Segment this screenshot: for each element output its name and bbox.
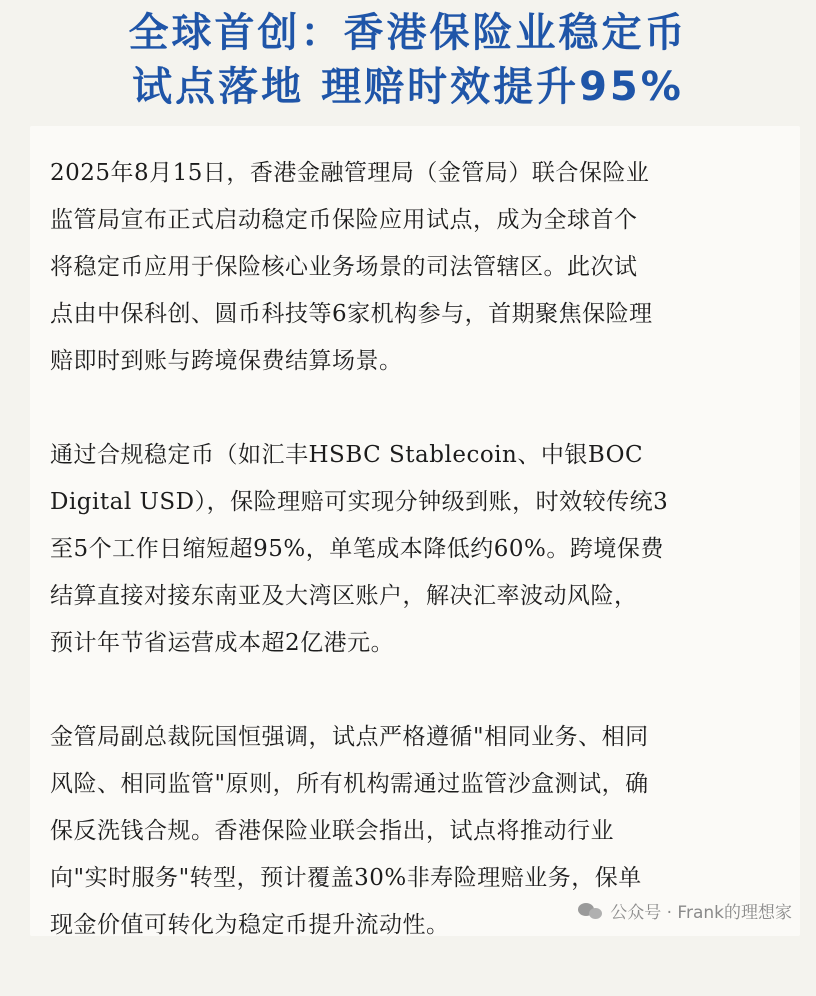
- paragraph-line: 保反洗钱合规。香港保险业联会指出，试点将推动行业: [50, 818, 614, 844]
- paragraph-line: 结算直接对接东南亚及大湾区账户，解决汇率波动风险，: [50, 583, 638, 609]
- paragraph-line: 现金价值可转化为稳定币提升流动性。: [50, 912, 450, 938]
- paragraph-line: 将稳定币应用于保险核心业务场景的司法管辖区。此次试: [50, 254, 638, 280]
- paragraph-line: 预计年节省运营成本超2亿港元。: [50, 630, 395, 656]
- paragraph-line: 监管局宣布正式启动稳定币保险应用试点，成为全球首个: [50, 207, 638, 233]
- paragraph-line: Digital USD），保险理赔可实现分钟级到账，时效较传统3: [50, 489, 669, 515]
- paragraph-2: [50, 432, 770, 667]
- source-watermark: [578, 898, 792, 923]
- paragraph-line: 至5个工作日缩短超95%，单笔成本降低约60%。跨境保费: [50, 536, 664, 562]
- paragraph-line: 通过合规稳定币（如汇丰HSBC Stablecoin、中银BOC: [50, 442, 644, 468]
- paragraph-line: 赔即时到账与跨境保费结算场景。: [50, 348, 403, 374]
- title-line-2: 试点落地 理赔时效提升95%: [132, 64, 684, 110]
- title-line-1: 全球首创：香港保险业稳定币: [128, 10, 688, 56]
- paragraph-line: 向"实时服务"转型，预计覆盖30%非寿险理赔业务，保单: [50, 865, 642, 891]
- watermark-text: 公众号 · Frank的理想家: [610, 903, 792, 923]
- paragraph-line: 金管局副总裁阮国恒强调，试点严格遵循"相同业务、相同: [50, 724, 649, 750]
- paragraph-1: [50, 150, 770, 385]
- article-title: [0, 6, 816, 114]
- paragraph-line: 2025年8月15日，香港金融管理局（金管局）联合保险业: [50, 160, 650, 186]
- paragraph-line: 风险、相同监管"原则，所有机构需通过监管沙盒测试，确: [50, 771, 649, 797]
- paragraph-line: 点由中保科创、圆币科技等6家机构参与，首期聚焦保险理: [50, 301, 653, 327]
- article-body: [50, 150, 770, 996]
- wechat-icon: [578, 901, 604, 921]
